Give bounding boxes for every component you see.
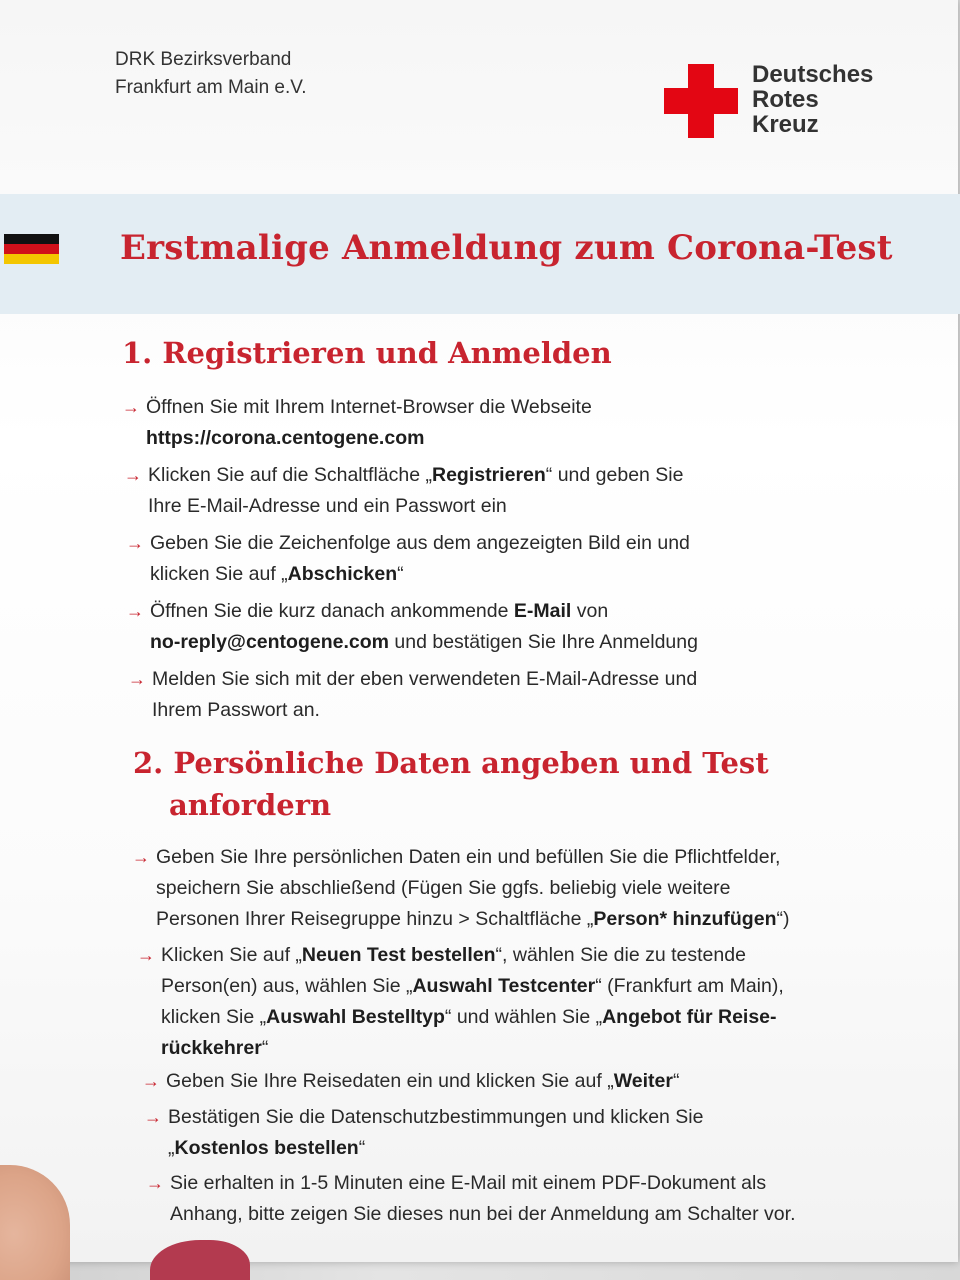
arrow-icon: → <box>126 533 144 553</box>
section-1-step <box>122 392 592 454</box>
step-text: “ <box>261 1037 269 1059</box>
section-2-step <box>142 1066 680 1097</box>
offer-label: Angebot für Reise- <box>602 1006 777 1028</box>
step-text: “ <box>672 1070 680 1092</box>
step-text: Ihre E-Mail-Adresse und ein Passwort ein <box>148 495 507 517</box>
arrow-icon: → <box>137 945 155 965</box>
arrow-icon: → <box>142 1071 160 1091</box>
step-text: Klicken Sie auf „ <box>161 944 302 966</box>
step-text: Öffnen Sie die kurz danach ankommende <box>150 600 514 622</box>
section-2-heading-line-2: anfordern <box>169 788 332 822</box>
arrow-icon: → <box>122 397 140 417</box>
logo-line-2: Rotes <box>752 86 819 113</box>
free-order-label: Kostenlos bestellen <box>174 1137 359 1159</box>
arrow-icon: → <box>132 847 150 867</box>
step-text: klicken Sie „ <box>161 1006 267 1028</box>
arrow-icon: → <box>146 1173 164 1193</box>
step-text: “, wählen Sie die zu testende <box>495 944 746 966</box>
section-1-step <box>128 664 698 726</box>
section-2-step <box>146 1168 796 1230</box>
section-2-heading-line-1: 2. Persönliche Daten angeben und Test <box>133 746 769 780</box>
step-text: Geben Sie Ihre persönlichen Daten ein und befüllen Sie die Pflichtfelder, <box>156 846 781 868</box>
german-flag-icon <box>4 234 59 264</box>
step-text: Bestätigen Sie die Datenschutzbestimmungen und klicken Sie <box>168 1106 704 1128</box>
step-text: Geben Sie die Zeichenfolge aus dem angezeigten Bild ein und <box>150 532 690 554</box>
add-person-label: Person* hinzufügen <box>593 908 777 930</box>
red-cross-icon <box>664 64 738 138</box>
step-text: “ <box>397 563 404 585</box>
step-text: Anhang, bitte zeigen Sie dieses nun bei der Anmeldung am Schalter vor. <box>170 1203 796 1225</box>
section-1-step <box>126 528 690 590</box>
section-2-step <box>137 940 784 1064</box>
step-text: „ <box>168 1137 175 1159</box>
logo-wordmark <box>752 62 873 137</box>
step-text: “ (Frankfurt am Main), <box>595 975 784 997</box>
email-label: E-Mail <box>513 600 572 622</box>
step-text: Sie erhalten in 1-5 Minuten eine E-Mail mit einem PDF-Dokument als <box>170 1172 767 1194</box>
website-url: https://corona.centogene.com <box>146 427 425 449</box>
step-text: Melden Sie sich mit der eben verwendeten E-Mail-Adresse und <box>152 668 698 690</box>
step-text: speichern Sie abschließend (Fügen Sie ggfs. beliebig viele weitere <box>156 877 731 899</box>
section-2-step <box>132 842 790 935</box>
sender-address: no-reply@centogene.com <box>150 631 389 653</box>
next-label: Weiter <box>613 1070 673 1092</box>
step-text: “ und wählen Sie „ <box>444 1006 603 1028</box>
step-text: Personen Ihrer Reisegruppe hinzu > Schaltfläche „ <box>156 908 594 930</box>
logo-line-3: Kreuz <box>752 111 819 138</box>
submit-label: Abschicken <box>287 563 398 585</box>
step-text: Öffnen Sie mit Ihrem Internet-Browser die Webseite <box>146 396 592 418</box>
red-cross-logo <box>664 61 904 146</box>
new-test-label: Neuen Test bestellen <box>301 944 496 966</box>
offer-label-cont: rückkehrer <box>161 1037 262 1059</box>
arrow-icon: → <box>124 465 142 485</box>
order-type-label: Auswahl Bestelltyp <box>266 1006 445 1028</box>
org-line-1: DRK Bezirksverband <box>115 49 292 70</box>
step-text: Ihrem Passwort an. <box>152 699 320 721</box>
arrow-icon: → <box>144 1107 162 1127</box>
step-text: Klicken Sie auf die Schaltfläche „ <box>148 464 432 486</box>
testcenter-label: Auswahl Testcenter <box>412 975 596 997</box>
section-1-step <box>124 460 684 522</box>
section-1-heading: 1. Registrieren und Anmelden <box>122 336 612 370</box>
step-text: “) <box>776 908 790 930</box>
step-text: “ <box>358 1137 366 1159</box>
logo-line-1: Deutsches <box>752 61 874 88</box>
organization-address <box>115 46 306 102</box>
step-text: Geben Sie Ihre Reisedaten ein und klicken Sie auf „ <box>166 1070 614 1092</box>
step-text: klicken Sie auf „ <box>150 563 288 585</box>
arrow-icon: → <box>128 669 146 689</box>
register-label: Registrieren <box>432 464 546 486</box>
arrow-icon: → <box>126 601 144 621</box>
step-text: Person(en) aus, wählen Sie „ <box>161 975 413 997</box>
step-text: von <box>571 600 609 622</box>
page-title: Erstmalige Anmeldung zum Corona-Test <box>120 228 893 268</box>
org-line-2: Frankfurt am Main e.V. <box>115 77 307 98</box>
step-text: und bestätigen Sie Ihre Anmeldung <box>388 631 698 653</box>
step-text: “ und geben Sie <box>545 464 684 486</box>
section-2-heading <box>133 742 769 826</box>
section-2-step <box>144 1102 704 1164</box>
section-1-step <box>126 596 698 658</box>
